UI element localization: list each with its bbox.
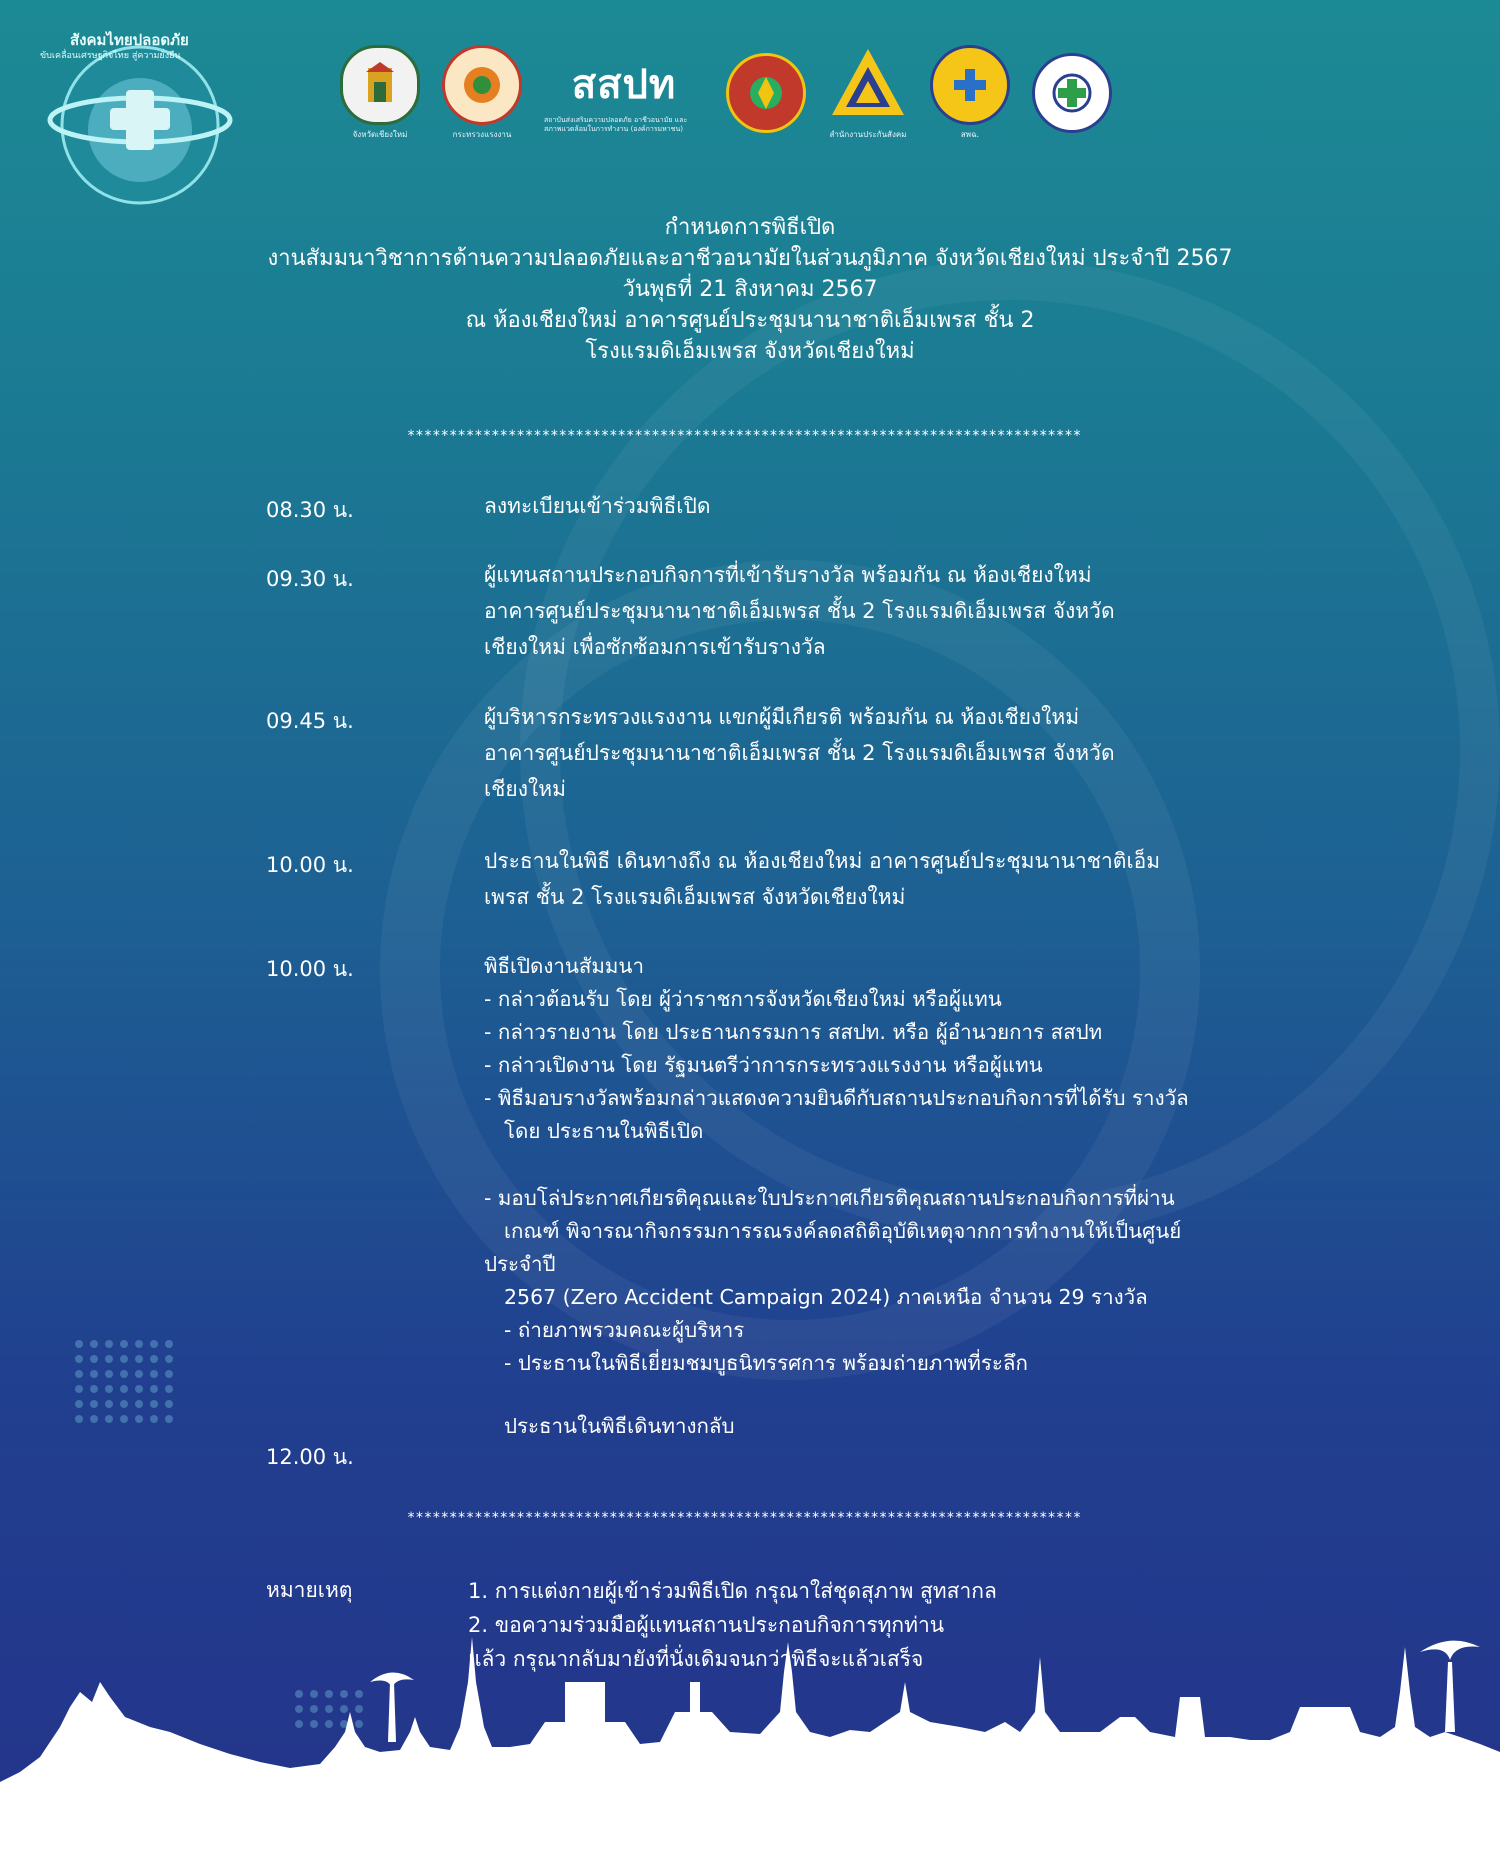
ems-institute-logo: สพฉ. [930,45,1010,141]
desc-1000-arrival [484,843,1304,915]
ceremony-item: - กล่าวรายงาน โดย ประธานกรรมการ สสปท. หรือ ผู้อำนวยการ สสปท [484,1020,1103,1044]
ceremony-item-cont: โดย ประธานในพิธีเปิด [504,1119,704,1143]
department-labour-protection-logo [726,53,806,133]
ceremony-closing: ประธานในพิธีเดินทางกลับ [504,1414,735,1438]
dot-pattern [75,1340,173,1423]
separator-bottom: ******************************************************************************** [406,1510,1082,1526]
desc-line: เพรส ชั้น 2 โรงแรมดิเอ็มเพรส จังหวัดเชียงใหม่ [484,885,906,909]
time-1000-arrival: 10.00 น. [266,853,354,877]
brand-slogan-1: สังคมไทยปลอดภัย [70,31,189,49]
separator-top: ******************************************************************************** [406,428,1082,444]
ceremony-item-cont: เกณฑ์ พิจารณากิจกรรมการรณรงค์ลดสถิติอุบัติเหตุจากการทำงานให้เป็นศูนย์ [504,1219,1182,1243]
time-0945: 09.45 น. [266,709,354,733]
ceremony-title: พิธีเปิดงานสัมมนา [484,954,644,978]
safe-thailand-emblem [30,20,250,220]
medical-association-logo [1032,53,1112,133]
social-security-office-logo: สำนักงานประกันสังคม [828,45,908,141]
ministry-of-labour-logo: กระทรวงแรงงาน [442,45,522,141]
time-0930: 09.30 น. [266,567,354,591]
brand-slogan-2: ขับเคลื่อนเศรษฐกิจไทย สู่ความยั่งยืน [40,51,181,61]
desc-0930 [484,557,1304,665]
desc-line: ลงทะเบียนเข้าร่วมพิธีเปิด [484,494,711,518]
header-event-name: งานสัมมนาวิชาการด้านความปลอดภัยและอาชีวอนามัยในส่วนภูมิภาค จังหวัดเชียงใหม่ ประจำปี 2567 [267,246,1233,271]
event-header [0,212,1500,367]
note-item: 1. การแต่งกายผู้เข้าร่วมพิธีเปิด กรุณาใส่ชุดสุภาพ สูทสากล [468,1579,997,1603]
ceremony-item: - ประธานในพิธีเยี่ยมชมบูธนิทรรศการ พร้อมถ่ายภาพที่ระลึก [504,1351,1028,1375]
ceremony-item: - พิธีมอบรางวัลพร้อมกล่าวแสดงความยินดีกับสถานประกอบกิจการที่ได้รับ รางวัล [484,1086,1189,1110]
desc-line: ประธานในพิธี เดินทางถึง ณ ห้องเชียงใหม่ อาคารศูนย์ประชุมนานาชาติเอ็ม [484,849,1161,873]
note-item: 2. ขอความร่วมมือผู้แทนสถานประกอบกิจการทุกท่าน [468,1613,945,1637]
header-date: วันพุธที่ 21 สิงหาคม 2567 [622,277,878,302]
desc-0830 [484,488,1304,524]
ceremony-item: - กล่าวเปิดงาน โดย รัฐมนตรีว่าการกระทรวงแรงงาน หรือผู้แทน [484,1053,1043,1077]
partner-logos [340,45,1112,141]
desc-0945 [484,699,1304,807]
ceremony-item: - มอบโล่ประกาศเกียรติคุณและใบประกาศเกียรติคุณสถานประกอบกิจการที่ผ่าน [484,1186,1175,1210]
header-venue: ณ ห้องเชียงใหม่ อาคารศูนย์ประชุมนานาชาติเอ็มเพรส ชั้น 2 [465,308,1035,333]
ceremony-item-cont: ประจำปี [484,1252,556,1276]
time-0830: 08.30 น. [266,498,354,522]
ceremony-item-cont: 2567 (Zero Accident Campaign 2024) ภาคเหนือ จำนวน 29 รางวัล [504,1285,1148,1309]
desc-line: อาคารศูนย์ประชุมนานาชาติเอ็มเพรส ชั้น 2 โรงแรมดิเอ็มเพรส จังหวัด [484,599,1115,623]
time-1200: 12.00 น. [266,1445,354,1469]
time-1000-ceremony: 10.00 น. [266,957,354,981]
chiang-mai-skyline [0,1532,1500,1852]
sspt-logo: สสปท สถาบันส่งเสริมความปลอดภัย อาชีวอนามัย และสภาพแวดล้อมในการทำงาน (องค์การมหาชน) [544,62,688,133]
desc-line: เชียงใหม่ เพื่อซักซ้อมการเข้ารับรางวัล [484,635,826,659]
chiang-mai-province-logo: จังหวัดเชียงใหม่ [340,45,420,141]
desc-line: ผู้แทนสถานประกอบกิจการที่เข้ารับรางวัล พร้อมกัน ณ ห้องเชียงใหม่ [484,563,1092,587]
ceremony-item: - กล่าวต้อนรับ โดย ผู้ว่าราชการจังหวัดเชียงใหม่ หรือผู้แทน [484,987,1002,1011]
desc-line: เชียงใหม่ [484,777,566,801]
notes-label: หมายเหตุ [266,1578,353,1602]
ceremony-item: - ถ่ายภาพรวมคณะผู้บริหาร [504,1318,745,1342]
desc-line: อาคารศูนย์ประชุมนานาชาติเอ็มเพรส ชั้น 2 โรงแรมดิเอ็มเพรส จังหวัด [484,741,1115,765]
header-title: กำหนดการพิธีเปิด [664,215,836,240]
ceremony-agenda [484,950,1304,1443]
header-hotel: โรงแรมดิเอ็มเพรส จังหวัดเชียงใหม่ [585,339,915,364]
desc-line: ผู้บริหารกระทรวงแรงงาน แขกผู้มีเกียรติ พร้อมกัน ณ ห้องเชียงใหม่ [484,705,1080,729]
note-item: แล้ว กรุณากลับมายังที่นั่งเดิมจนกว่าพิธีจะแล้วเสร็จ [468,1647,924,1671]
